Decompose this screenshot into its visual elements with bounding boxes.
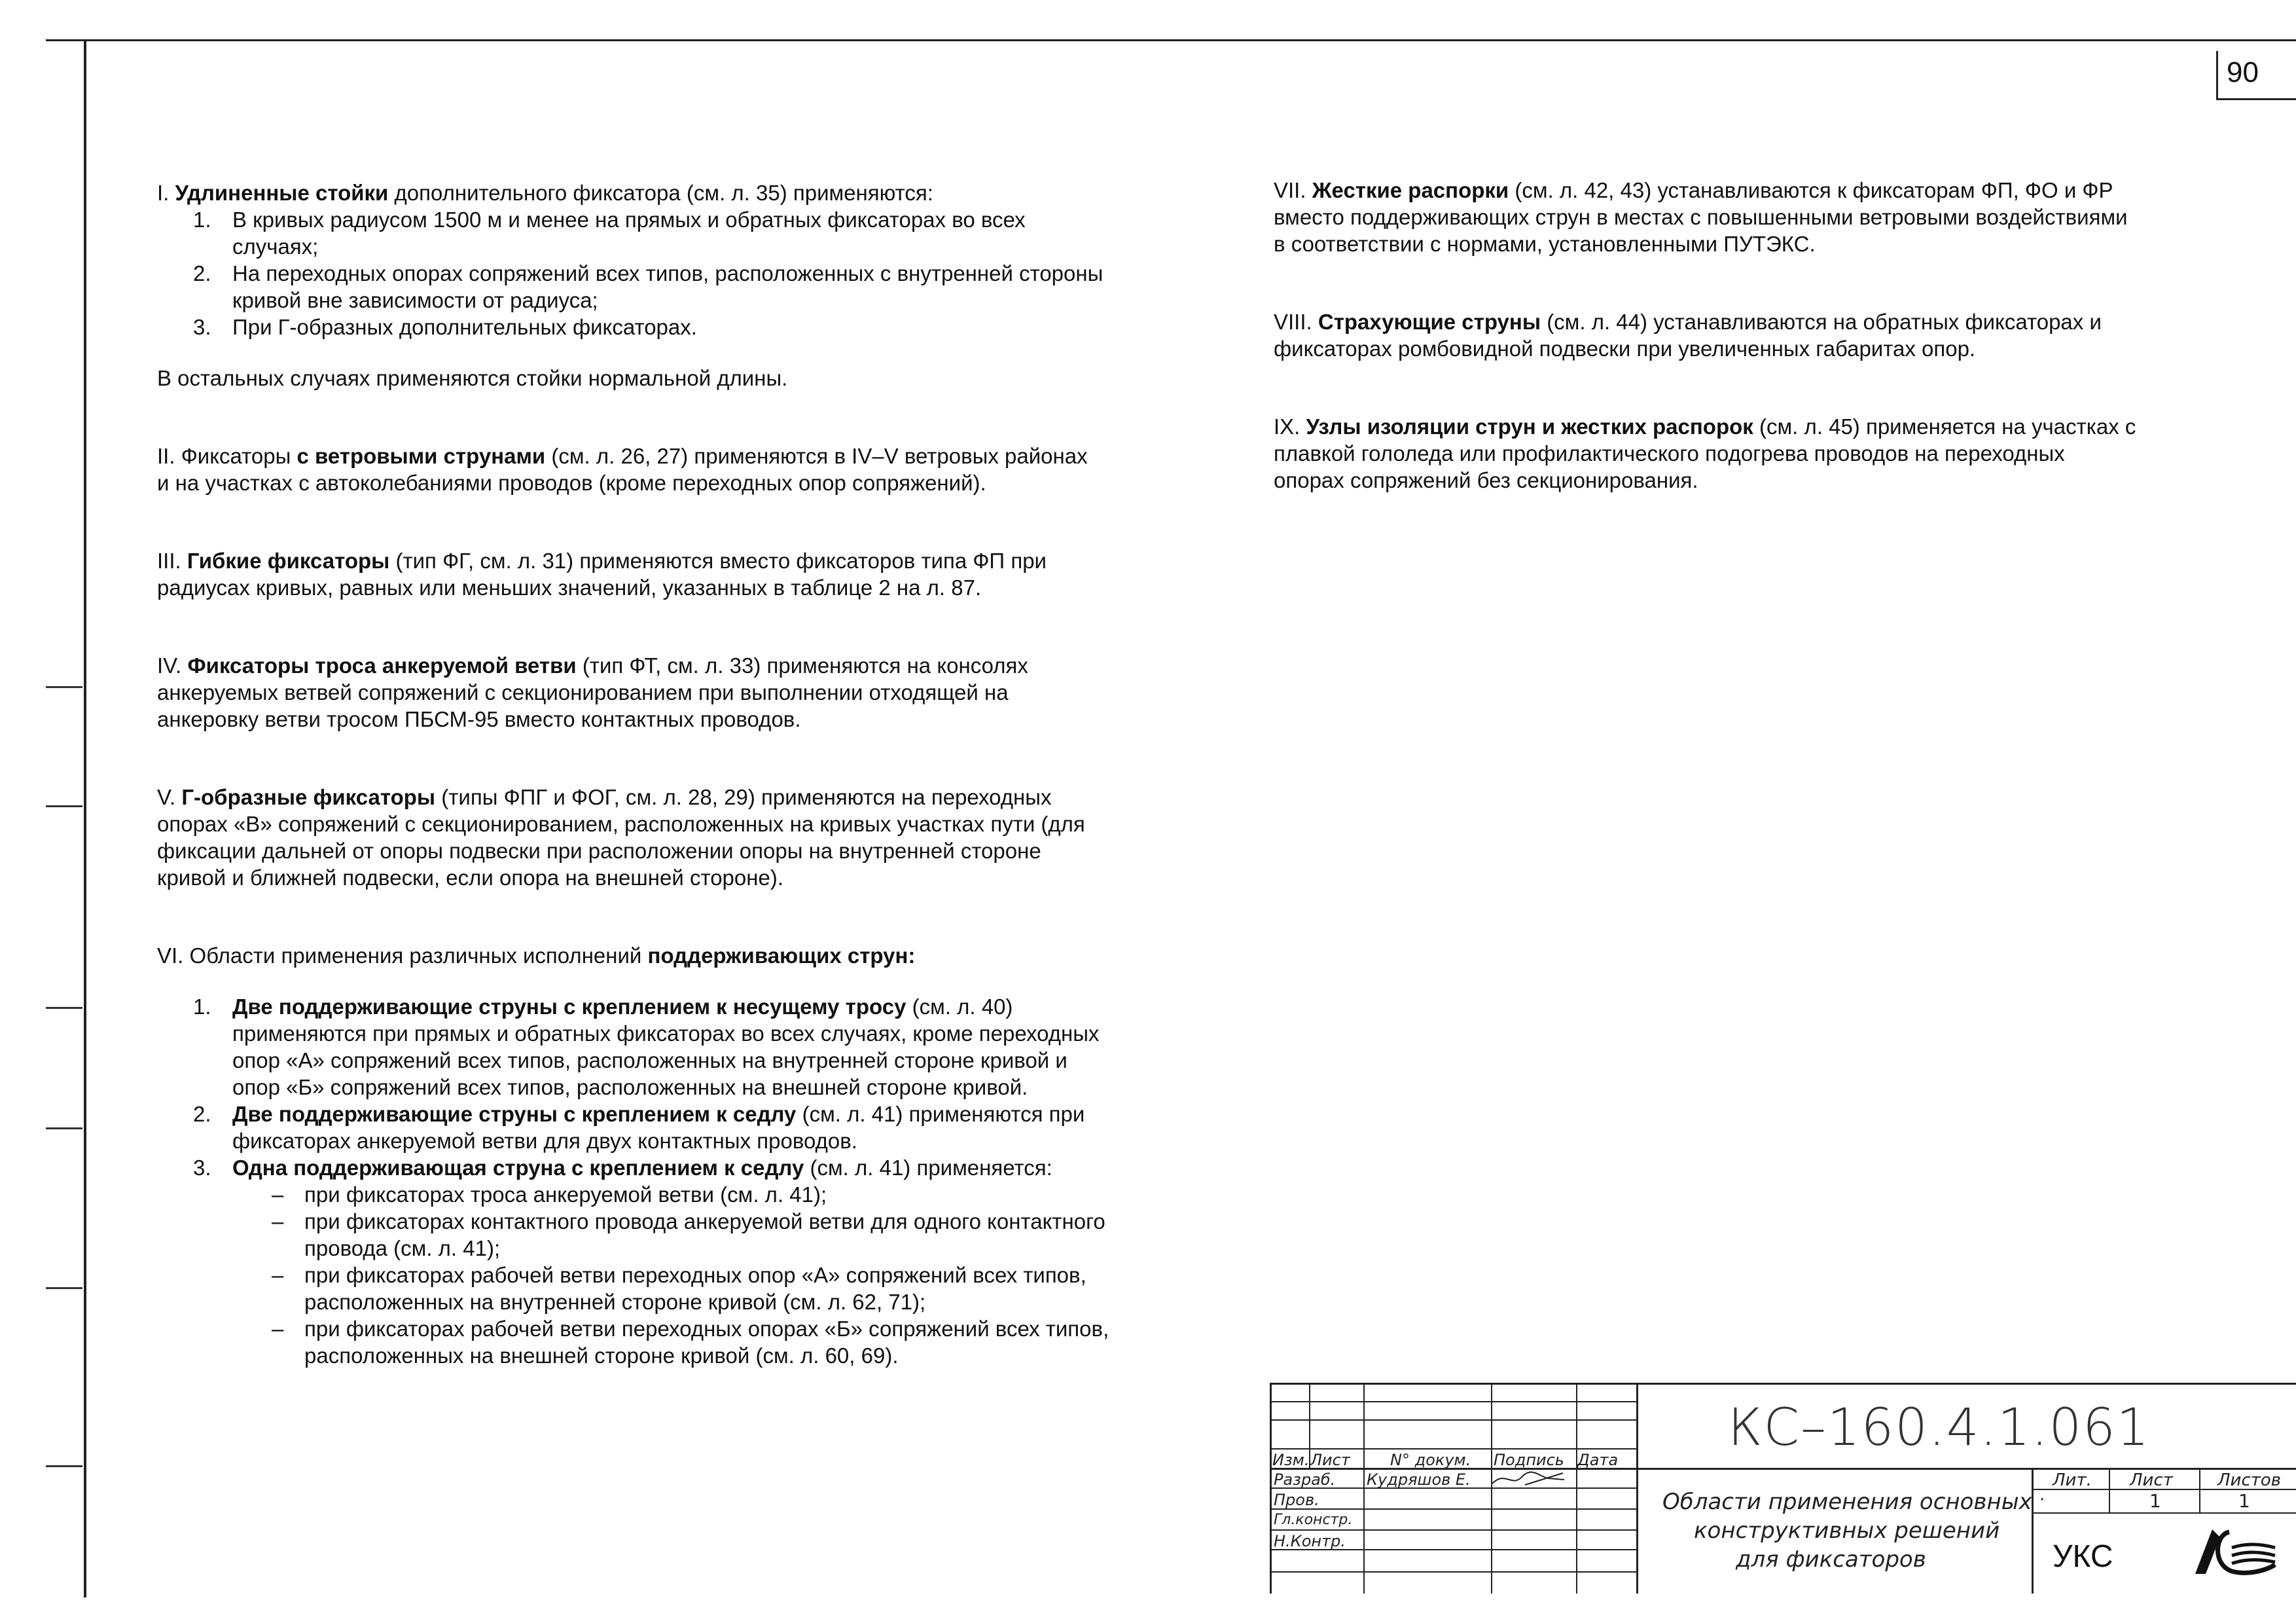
section-5-text: кривой и ближней подвески, если опора на внешней стороне). <box>157 866 783 890</box>
section-term: Страхующие струны <box>1318 310 1541 334</box>
section-3-text: радиусах кривых, равных или меньших значений, указанных в таблице 2 на л. 87. <box>157 575 982 600</box>
section-2-heading: II. Фиксаторы с ветровыми струнами (см. л. 26, 27) применяются в IV–V ветровых районах <box>157 444 1088 468</box>
sub-list-item: – при фиксаторах троса анкеруемой ветви (см. л. 41); <box>272 1182 827 1207</box>
section-5-text: опорах «В» сопряжений с секционированием, расположенных на кривых участках пути (для <box>157 812 1085 836</box>
organization-logo-icon <box>2186 1525 2278 1578</box>
title-block <box>1270 1383 2296 1594</box>
sheet-value: 1 <box>2149 1490 2161 1512</box>
role-developer: Разраб. <box>1274 1470 1336 1489</box>
section-term: Гибкие фиксаторы <box>187 549 390 573</box>
binding-strip-divider <box>46 805 82 807</box>
developer-name: Кудряшов Е. <box>1367 1470 1471 1489</box>
sheet-number: 90 <box>2227 56 2259 88</box>
list-item: 2. Две поддерживающие струны с креплением к седлу (см. л. 41) применяются при фиксаторах анкеруемой ветви для двух контактных проводов. <box>193 1102 1085 1153</box>
role-checker: Пров. <box>1274 1491 1319 1509</box>
section-7-text: вместо поддерживающих струн в местах с повышенными ветровыми воздействиями <box>1274 205 2128 229</box>
sheets-total-value: 1 <box>2238 1490 2250 1512</box>
role-chief-designer: Гл.констр. <box>1274 1512 1353 1528</box>
sheet-label: Лист <box>2130 1470 2173 1490</box>
lit-value: · <box>2039 1490 2045 1510</box>
right-column <box>1274 177 2269 494</box>
section-term: поддерживающих струн: <box>647 943 916 968</box>
list-item: 1. В кривых радиусом 1500 м и менее на прямых и обратных фиксаторах во всех случаях; <box>193 208 1026 259</box>
document-code: КС–160.4.1.061 <box>1728 1398 2151 1457</box>
role-norm-control: Н.Контр. <box>1274 1532 1346 1550</box>
section-1-note: В остальных случаях применяются стойки нормальной длины. <box>157 366 788 390</box>
sub-list-item: – при фиксаторах рабочей ветви переходных опор «А» сопряжений всех типов, расположенных на внутренней стороне кривой (см. л. 62, 71); <box>272 1263 1086 1314</box>
lit-label: Лит. <box>2053 1470 2092 1490</box>
section-2-text: и на участках с автоколебаниями проводов (кроме переходных опор сопряжений). <box>157 471 986 495</box>
section-9-text: плавкой гололеда или профилактического подогрева проводов на переходных <box>1274 441 2065 465</box>
binding-strip-divider <box>46 1465 82 1467</box>
section-9-heading: IX. Узлы изоляции струн и жестких распорок (см. л. 45) применяется на участках с <box>1274 414 2136 439</box>
signature-image <box>1486 1468 1571 1490</box>
section-3-heading: III. Гибкие фиксаторы (тип ФГ, см. л. 31) применяются вместо фиксаторов типа ФП при <box>157 549 1047 573</box>
section-term: Фиксаторы троса анкеруемой ветви <box>187 653 577 678</box>
header-doc-number: N° докум. <box>1390 1451 1471 1469</box>
section-6-list <box>157 993 1217 1369</box>
section-term: Жесткие распорки <box>1312 178 1509 202</box>
header-signature: Подпись <box>1494 1451 1564 1469</box>
section-term: с ветровыми струнами <box>296 444 546 468</box>
section-5-text: фиксации дальней от опоры подвески при расположении опоры на внутренней стороне <box>157 839 1041 863</box>
frame-left-border <box>84 39 86 1597</box>
section-7-text: в соответствии с нормами, установленными ПУТЭКС. <box>1274 232 1816 256</box>
list-item: 3. При Г-образных дополнительных фиксаторах. <box>193 315 697 339</box>
sub-list-item: – при фиксаторах рабочей ветви переходных опорах «Б» сопряжений всех типов, расположенных на внешней стороне кривой (см. л. 60, 69). <box>272 1317 1109 1368</box>
section-4-text: анкеровку ветви тросом ПБСМ-95 вместо контактных проводов. <box>157 707 801 731</box>
section-8-text: фиксаторах ромбовидной подвески при увеличенных габаритах опор. <box>1274 337 1976 361</box>
section-term: Удлиненные стойки <box>175 181 389 205</box>
binding-strip-divider <box>46 1287 82 1289</box>
list-item: 2. На переходных опорах сопряжений всех типов, расположенных с внутренней стороны кривой вне зависимости от радиуса; <box>193 261 1103 312</box>
header-list: Лист <box>1310 1451 1350 1469</box>
drawing-title-line-2: конструктивных решений <box>1694 1518 2000 1544</box>
header-izm: Изм. <box>1272 1451 1310 1469</box>
drawing-title-line-3: для фиксаторов <box>1736 1546 1926 1573</box>
section-5-heading: V. Г-образные фиксаторы (типы ФПГ и ФОГ, см. л. 28, 29) применяются на переходных <box>157 785 1052 809</box>
section-term: Узлы изоляции струн и жестких распорок <box>1306 414 1753 439</box>
section-1-heading <box>157 179 1217 206</box>
list-item: 1. Две поддерживающие струны с креплением к несущему тросу (см. л. 40) применяются при прямых и обратных фиксаторах во всех случаях, кроме переходных опор «А» сопряжений всех типов, расположенных на внутренней стороне кривой и опор «Б» сопряжений всех типов, расположенных на внешней стороне кривой. <box>193 994 1100 1099</box>
sub-list-item: – при фиксаторах контактного провода анкеруемой ветви для одного контактного провода (см. л. 41); <box>272 1209 1105 1260</box>
sheets-total-label: Листов <box>2217 1470 2282 1490</box>
binding-strip-divider <box>46 1007 82 1009</box>
left-column <box>157 179 1217 1369</box>
section-number: I. <box>157 181 170 205</box>
drawing-title-line-1: Области применения основных <box>1662 1489 2032 1515</box>
section-6-heading: VI. Области применения различных исполнений поддерживающих струн: <box>157 943 916 968</box>
section-9-text: опорах сопряжений без секционирования. <box>1274 468 1698 492</box>
section-term: Г-образные фиксаторы <box>181 785 436 809</box>
section-8-heading: VIII. Страхующие струны (см. л. 44) устанавливаются на обратных фиксаторах и <box>1274 310 2102 334</box>
header-date: Дата <box>1577 1451 1619 1469</box>
section-4-heading: IV. Фиксаторы троса анкеруемой ветви (тип ФТ, см. л. 33) применяются на консолях <box>157 653 1028 678</box>
organization-name: УКС <box>2053 1539 2113 1574</box>
section-7-heading: VII. Жесткие распорки (см. л. 42, 43) устанавливаются к фиксаторам ФП, ФО и ФР <box>1274 178 2113 202</box>
section-text: дополнительного фиксатора (см. л. 35) применяются: <box>394 181 933 205</box>
frame-top-border <box>46 39 2296 41</box>
section-1-list <box>157 206 1217 340</box>
list-item: 3. Одна поддерживающая струна с креплением к седлу (см. л. 41) применяется: <box>193 1156 1052 1180</box>
binding-strip-divider <box>46 686 82 688</box>
binding-strip-divider <box>46 1127 82 1129</box>
section-4-text: анкеруемых ветвей сопряжений с секционированием при выполнении отходящей на <box>157 680 1009 704</box>
